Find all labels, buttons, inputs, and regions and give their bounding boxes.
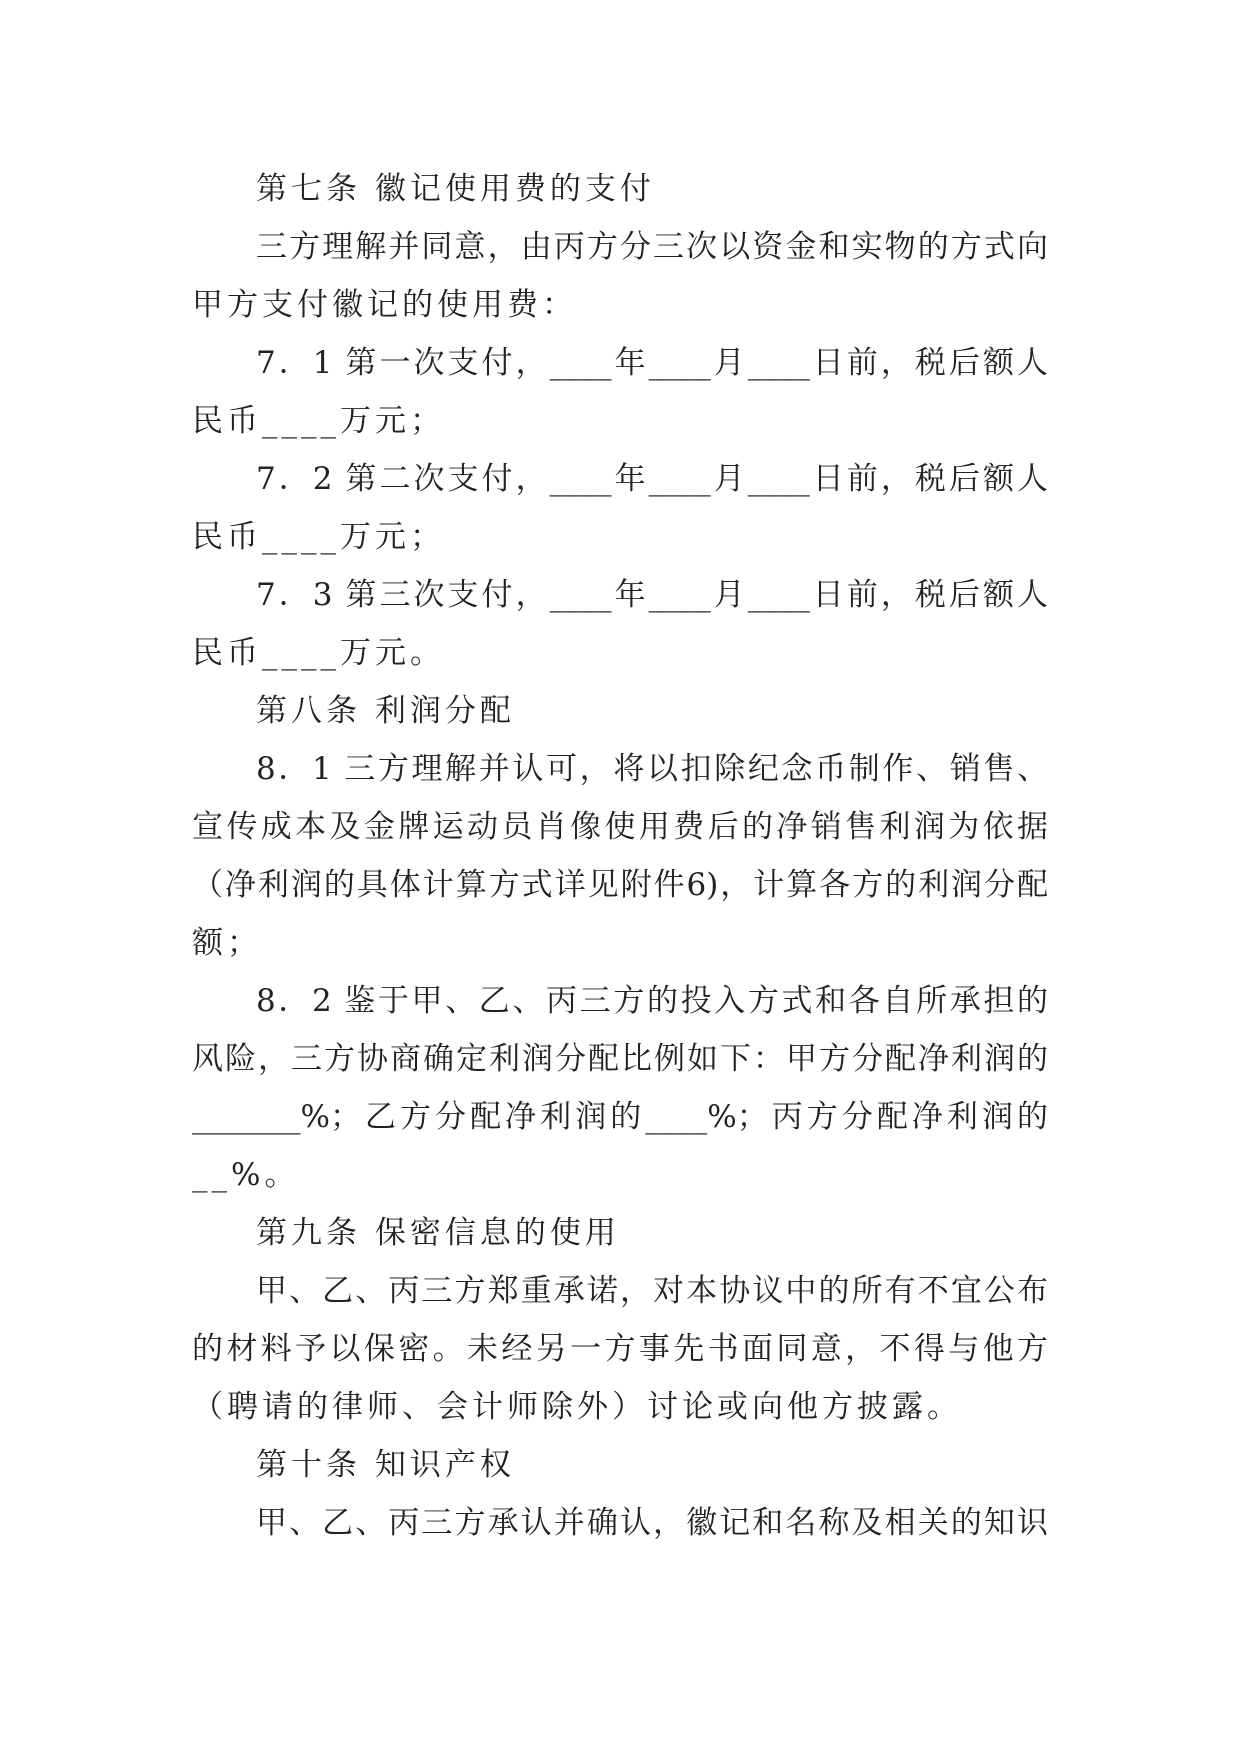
paragraph-line: 甲方支付徽记的使用费： <box>192 287 577 323</box>
article-9-line: 甲、乙、丙三方郑重承诺，对本协议中的所有不宜公布 <box>256 1273 1048 1309</box>
clause-7-3-line: 7．3 第三次支付，____年____月____日前，税后额人 <box>256 577 1048 613</box>
clause-8-2-line: __%。 <box>192 1157 300 1193</box>
article-9-line: 的材料予以保密。未经另一方事先书面同意，不得与他方 <box>192 1331 1048 1367</box>
article-8-heading: 第八条 利润分配 <box>256 693 515 729</box>
article-10-line: 甲、乙、丙三方承认并确认，徽记和名称及相关的知识 <box>256 1505 1048 1541</box>
article-9-line: （聘请的律师、会计师除外）讨论或向他方披露。 <box>192 1389 962 1425</box>
clause-8-2-line: 8．2 鉴于甲、乙、丙三方的投入方式和各自所承担的 <box>256 983 1048 1019</box>
clause-7-1-line: 民币____万元； <box>192 403 445 439</box>
clause-8-2-line: 风险，三方协商确定利润分配比例如下：甲方分配净利润的 <box>192 1041 1048 1077</box>
clause-8-2-line: _______%；乙方分配净利润的____%；丙方分配净利润的 <box>192 1099 1048 1135</box>
clause-8-1-line: 额； <box>192 925 262 961</box>
article-7-heading: 第七条 徽记使用费的支付 <box>256 171 655 207</box>
article-10-heading: 第十条 知识产权 <box>256 1447 515 1483</box>
clause-7-2-line: 民币____万元； <box>192 519 445 555</box>
clause-8-1-line: （净利润的具体计算方式详见附件6)，计算各方的利润分配 <box>192 867 1048 903</box>
article-9-heading: 第九条 保密信息的使用 <box>256 1215 620 1251</box>
clause-7-1-line: 7．1 第一次支付，____年____月____日前，税后额人 <box>256 345 1048 381</box>
paragraph-line: 三方理解并同意，由丙方分三次以资金和实物的方式向 <box>256 229 1048 265</box>
clause-7-2-line: 7．2 第二次支付，____年____月____日前，税后额人 <box>256 461 1048 497</box>
clause-8-1-line: 8．1 三方理解并认可，将以扣除纪念币制作、销售、 <box>256 751 1048 787</box>
clause-7-3-line: 民币____万元。 <box>192 635 445 671</box>
document-body <box>192 160 1048 1552</box>
clause-8-1-line: 宣传成本及金牌运动员肖像使用费后的净销售利润为依据 <box>192 809 1048 845</box>
